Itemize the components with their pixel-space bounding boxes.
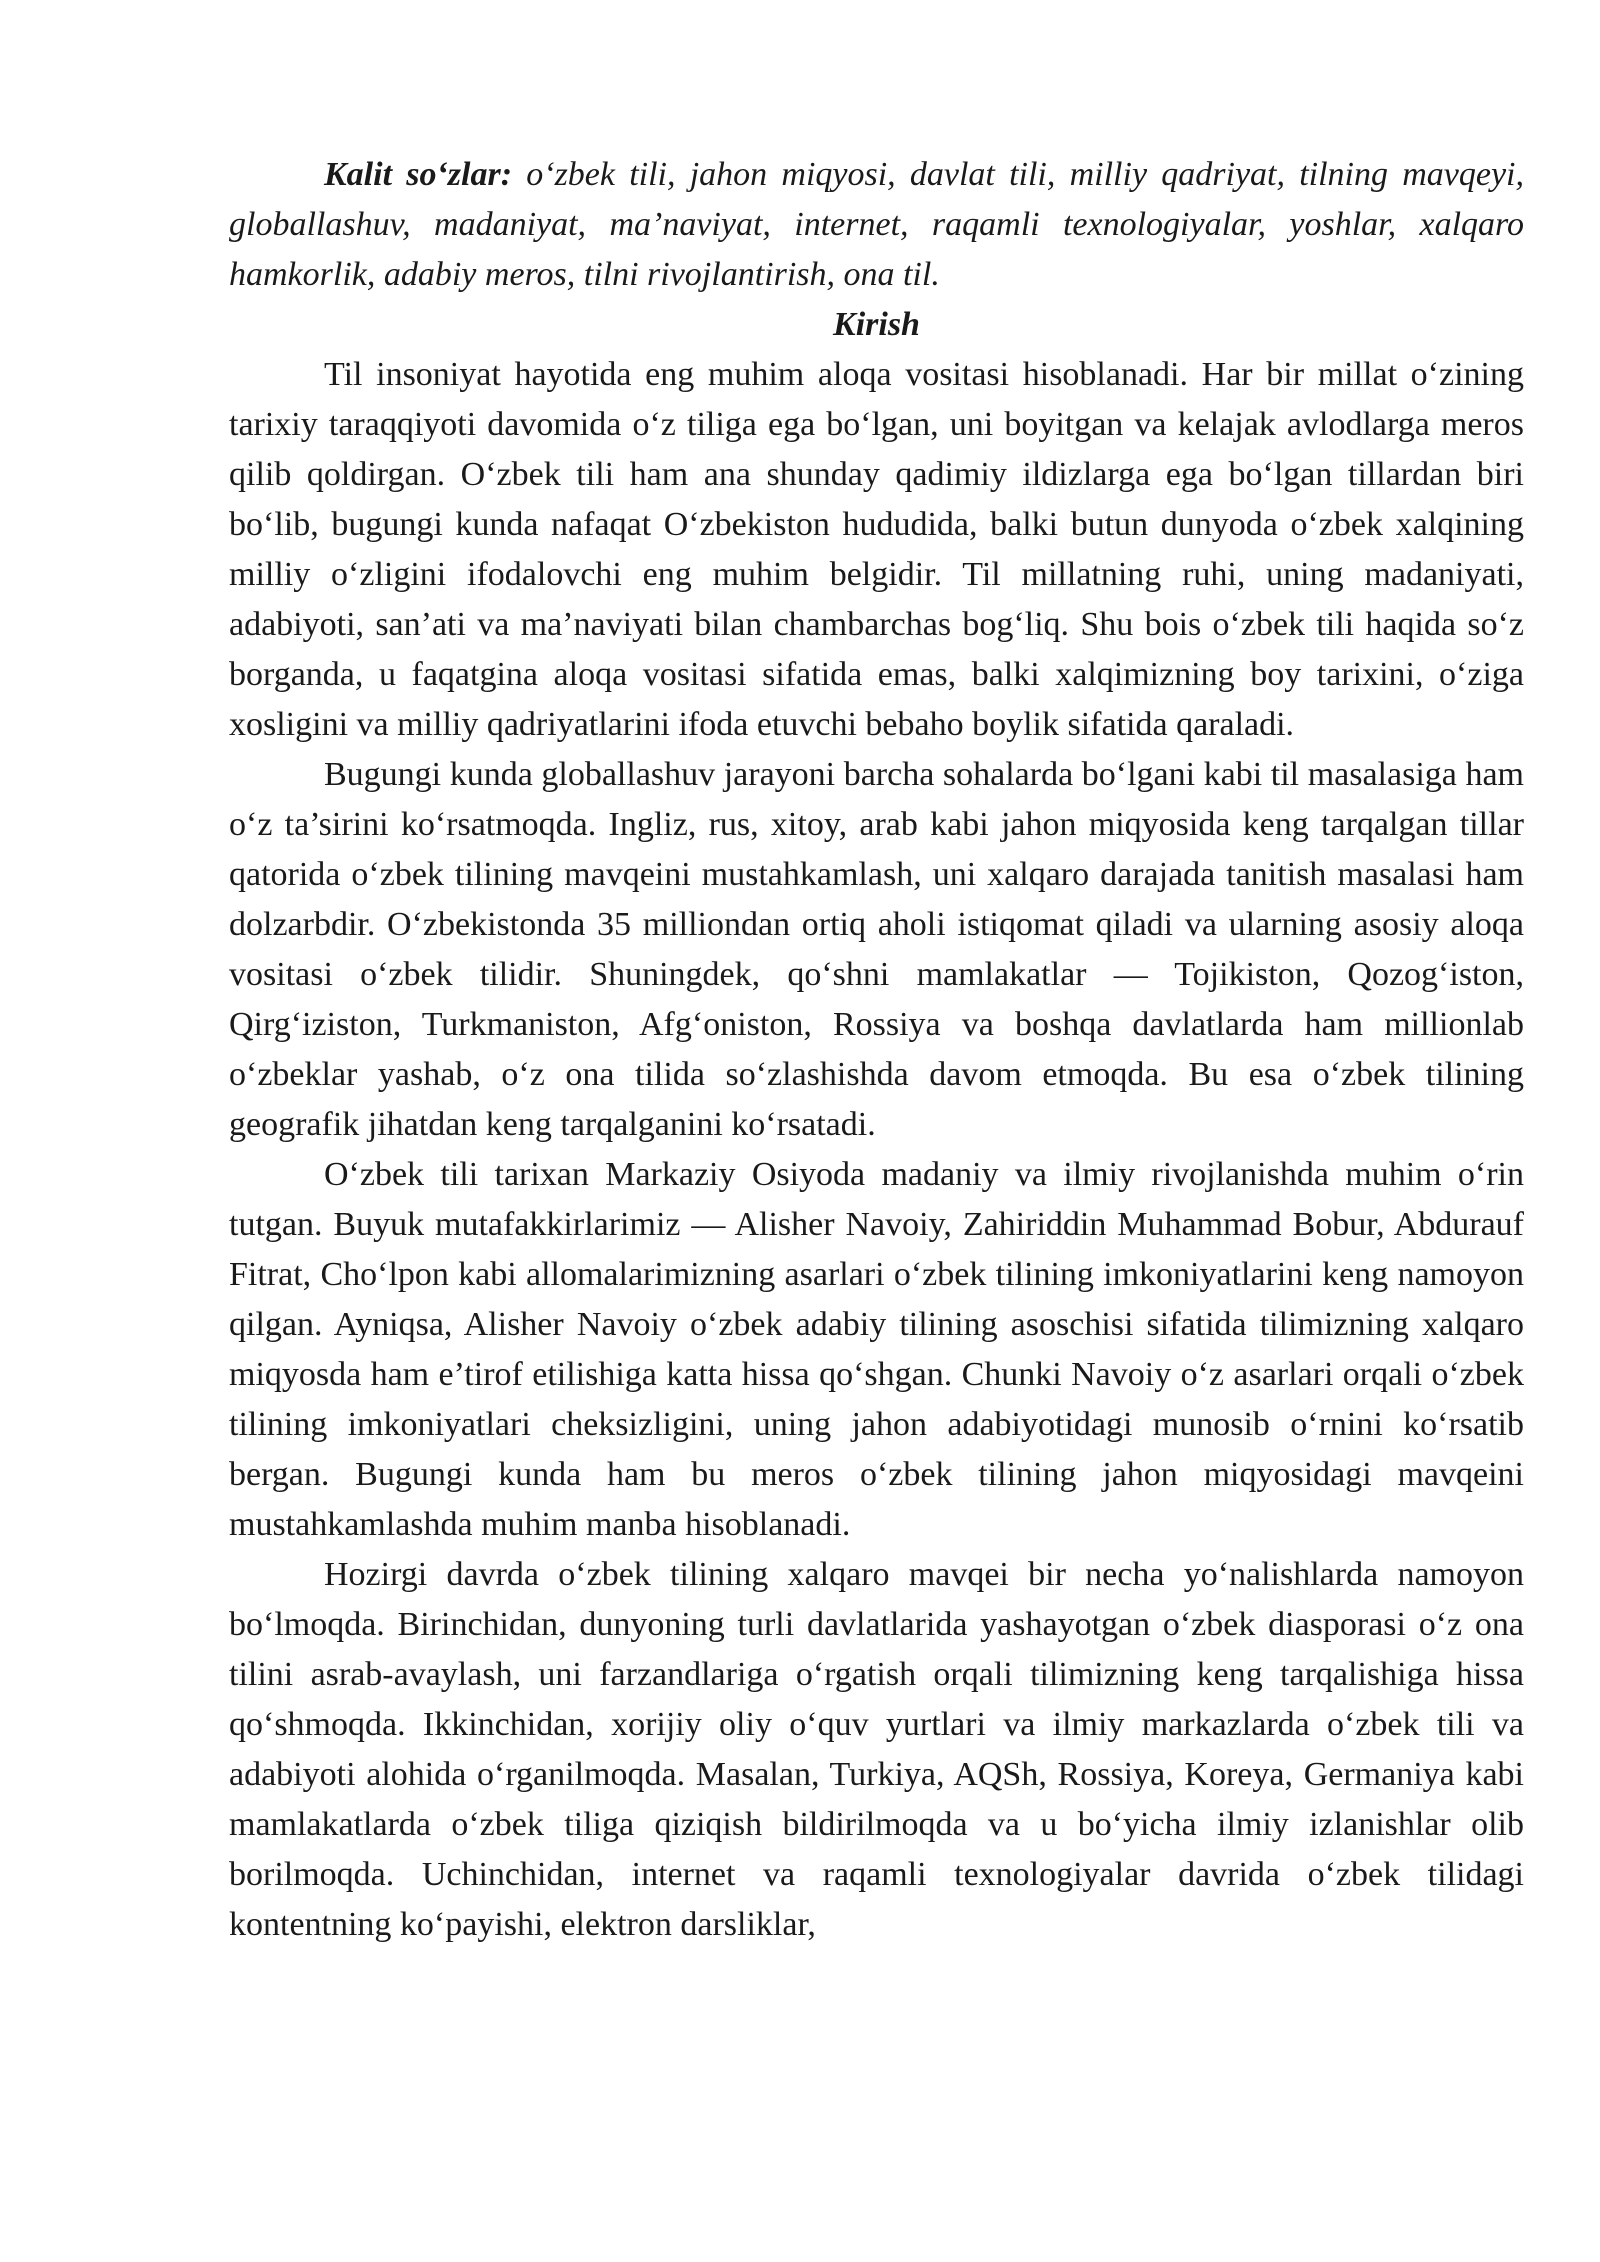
- body-paragraph: Til insoniyat hayotida eng muhim aloqa vositasi hisoblanadi. Har bir millat o‘zining tarixiy taraqqiyoti davomida o‘z tiliga ega bo‘lgan, uni boyitgan va kelajak avlodlarga meros qilib qoldirgan. O‘zbek tili ham ana shunday qadimiy ildizlarga ega bo‘lgan tillardan biri bo‘lib, bugungi kunda nafaqat O‘zbekiston hududida, balki butun dunyoda o‘zbek xalqining milliy o‘zligini ifodalovchi eng muhim belgidir. Til millatning ruhi, uning madaniyati, adabiyoti, san’ati va ma’naviyati bilan chambarchas bog‘liq. Shu bois o‘zbek tili haqida so‘z borganda, u faqatgina aloqa vositasi sifatida emas, balki xalqimizning boy tarixini, o‘ziga xosligini va milliy qadriyatlarini ifoda etuvchi bebaho boylik sifatida qaraladi.: [229, 356, 1524, 743]
- keywords-label: Kalit so‘zlar:: [324, 156, 513, 193]
- keywords-text: o‘zbek tili, jahon miqyosi, davlat tili, milliy qadriyat, tilning mavqeyi, globallashuv, madaniyat, ma’naviyat, internet, raqamli texnologiyalar, yoshlar, xalqaro hamkorlik, adabiy meros, tilni rivojlantirish, ona til.: [229, 156, 1524, 293]
- keywords-paragraph: [229, 150, 1524, 300]
- body-paragraph: O‘zbek tili tarixan Markaziy Osiyoda madaniy va ilmiy rivojlanishda muhim o‘rin tutgan. Buyuk mutafakkirlarimiz — Alisher Navoiy, Zahiriddin Muhammad Bobur, Abdurauf Fitrat, Cho‘lpon kabi allomalarimizning asarlari o‘zbek tilining imkoniyatlarini keng namoyon qilgan. Ayniqsa, Alisher Navoiy o‘zbek adabiy tilining asoschisi sifatida tilimizning xalqaro miqyosda ham e’tirof etilishiga katta hissa qo‘shgan. Chunki Navoiy o‘z asarlari orqali o‘zbek tilining imkoniyatlari cheksizligini, uning jahon adabiyotidagi munosib o‘rnini ko‘rsatib bergan. Bugungi kunda ham bu meros o‘zbek tilining jahon miqyosidagi mavqeini mustahkamlashda muhim manba hisoblanadi.: [229, 1156, 1524, 1543]
- body-paragraph: Hozirgi davrda o‘zbek tilining xalqaro mavqei bir necha yo‘nalishlarda namoyon bo‘lmoqda. Birinchidan, dunyoning turli davlatlarida yashayotgan o‘zbek diasporasi o‘z ona tilini asrab-avaylash, uni farzandlariga o‘rgatish orqali tilimizning keng tarqalishiga hissa qo‘shmoqda. Ikkinchidan, xorijiy oliy o‘quv yurtlari va ilmiy markazlarda o‘zbek tili va adabiyoti alohida o‘rganilmoqda. Masalan, Turkiya, AQSh, Rossiya, Koreya, Germaniya kabi mamlakatlarda o‘zbek tiliga qiziqish bildirilmoqda va u bo‘yicha ilmiy izlanishlar olib borilmoqda. Uchinchidan, internet va raqamli texnologiyalar davrida o‘zbek tilidagi kontentning ko‘payishi, elektron darsliklar,: [229, 1556, 1524, 1943]
- section-title: Kirish: [833, 306, 920, 343]
- body-paragraph: Bugungi kunda globallashuv jarayoni barcha sohalarda bo‘lgani kabi til masalasiga ham o‘z ta’sirini ko‘rsatmoqda. Ingliz, rus, xitoy, arab kabi jahon miqyosida keng tarqalgan tillar qatorida o‘zbek tilining mavqeini mustahkamlash, uni xalqaro darajada tanitish masalasi ham dolzarbdir. O‘zbekistonda 35 milliondan ortiq aholi istiqomat qiladi va ularning asosiy aloqa vositasi o‘zbek tilidir. Shuningdek, qo‘shni mamlakatlar — Tojikiston, Qozog‘iston, Qirg‘iziston, Turkmaniston, Afg‘oniston, Rossiya va boshqa davlatlarda ham millionlab o‘zbeklar yashab, o‘z ona tilida so‘zlashishda davom etmoqda. Bu esa o‘zbek tilining geografik jihatdan keng tarqalganini ko‘rsatadi.: [229, 756, 1524, 1143]
- document-page: [229, 150, 1524, 1950]
